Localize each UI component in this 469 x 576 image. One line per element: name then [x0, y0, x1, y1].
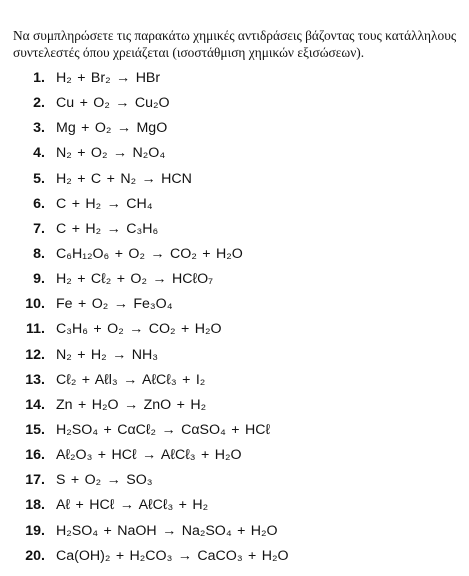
equation-row — [0, 493, 469, 518]
equation-number: 14. — [25, 396, 45, 413]
equation-text: C₆H₁₂O₆ + O₂ → CO₂ + H₂O — [56, 245, 243, 262]
equation-row — [0, 91, 469, 116]
equation-text: C + H₂ → CH₄ — [56, 195, 153, 212]
equation-row — [0, 443, 469, 468]
equation-number: 1. — [33, 70, 45, 86]
equation-row — [0, 66, 469, 91]
equation-row — [0, 343, 469, 368]
equation-row — [0, 292, 469, 317]
equation-row — [0, 317, 469, 342]
equation-text: Aℓ + HCℓ → AℓCℓ₃ + H₂ — [56, 497, 209, 514]
equation-number: 7. — [33, 220, 45, 237]
equation-text: H₂ + Cℓ₂ + O₂ → HCℓO₇ — [56, 271, 214, 288]
equation-text: H₂SO₄ + CαCℓ₂ → CαSO₄ + HCℓ — [56, 421, 271, 438]
equation-number: 6. — [33, 195, 45, 212]
equation-number: 19. — [25, 522, 45, 539]
equation-text: N₂ + H₂ → NH₃ — [56, 346, 159, 363]
equation-number: 3. — [33, 120, 45, 137]
equation-row — [0, 519, 469, 544]
equation-row — [0, 267, 469, 292]
equation-number: 17. — [25, 472, 45, 489]
equation-row — [0, 116, 469, 141]
equation-text: Fe + O₂ → Fe₃O₄ — [56, 296, 173, 313]
equation-text: Aℓ₂O₃ + HCℓ → AℓCℓ₃ + H₂O — [56, 447, 242, 464]
equation-row — [0, 368, 469, 393]
equation-text: H₂SO₄ + NaOH → Na₂SO₄ + H₂O — [56, 522, 278, 539]
equation-text: S + O₂ → SO₃ — [56, 472, 153, 489]
equation-text: C + H₂ → C₃H₆ — [56, 220, 159, 237]
equation-row — [0, 393, 469, 418]
equation-text: Ca(OH)₂ + H₂CO₃ → CaCO₃ + H₂O — [56, 547, 289, 564]
equation-text: H₂ + Br₂ → HBr — [56, 70, 161, 86]
equation-number: 18. — [25, 497, 45, 514]
equation-number: 8. — [33, 245, 45, 262]
equation-number: 12. — [25, 346, 45, 363]
equation-row — [0, 217, 469, 242]
equation-row — [0, 141, 469, 166]
equation-number: 11. — [26, 321, 45, 338]
equation-row — [0, 192, 469, 217]
equation-row — [0, 167, 469, 192]
equation-text: C₃H₆ + O₂ → CO₂ + H₂O — [56, 321, 222, 338]
equation-number: 16. — [25, 447, 45, 464]
equation-row — [0, 242, 469, 267]
equation-text: Zn + H₂O → ZnO + H₂ — [56, 396, 207, 413]
equation-number: 20. — [25, 547, 45, 564]
equation-list — [0, 66, 469, 569]
equation-number: 9. — [33, 271, 45, 288]
equation-text: N₂ + O₂ → N₂O₄ — [56, 145, 166, 162]
equation-text: Cℓ₂ + Aℓl₃ → AℓCℓ₃ + I₂ — [56, 371, 206, 388]
equation-row — [0, 544, 469, 569]
equation-text: H₂ + C + N₂ → HCN — [56, 170, 192, 187]
equation-number: 13. — [25, 371, 45, 388]
equation-number: 4. — [33, 145, 45, 162]
equation-number: 15. — [25, 421, 45, 438]
equation-text: Cu + O₂ → Cu₂O — [56, 95, 170, 112]
instructions-text: Να συμπληρώσετε τις παρακάτω χημικές αντιδράσεις βάζοντας τους κατάλληλους συντελεστές όπου χρειάζεται (ισοστάθμιση χημικών εξισώσεων). — [13, 28, 457, 60]
equation-number: 10. — [25, 296, 45, 313]
equation-text: Mg + O₂ → MgO — [56, 120, 168, 137]
equation-number: 2. — [33, 95, 45, 112]
equation-number: 5. — [33, 170, 45, 187]
equation-row — [0, 468, 469, 493]
equation-row — [0, 418, 469, 443]
